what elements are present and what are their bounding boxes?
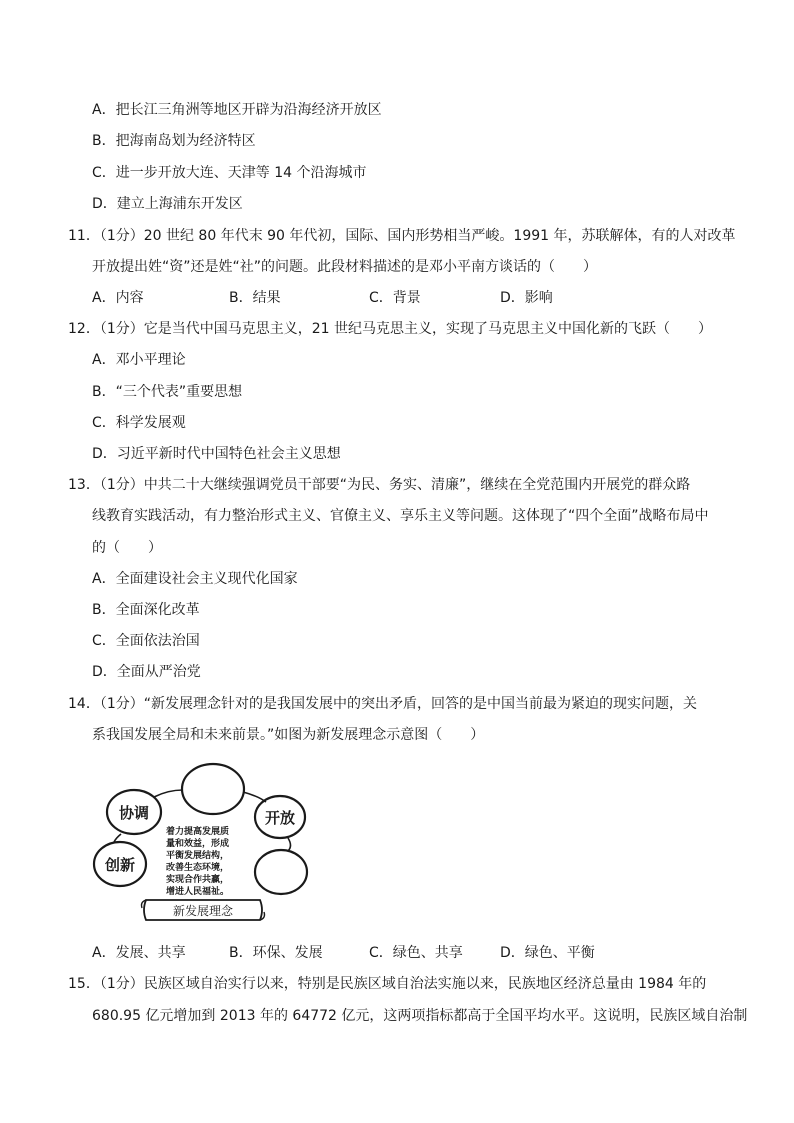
q13-stem-line1: 13．（1分）中共二十大继续强调党员干部要“为民、务实、清廉”，继续在全党范围内开展党的群众路: [68, 477, 691, 493]
q12-option-b: B．“三个代表”重要思想: [92, 384, 243, 400]
circle-top-empty: [182, 764, 244, 814]
q14-option-d: D．绿色、平衡: [500, 945, 595, 961]
q10-option-d: D．建立上海浦东开发区: [92, 196, 243, 212]
center-text-line5: 实现合作共赢，: [166, 875, 230, 885]
q13-option-b: B．全面深化改革: [92, 602, 200, 618]
q13-option-a: A．全面建设社会主义现代化国家: [92, 571, 298, 587]
new-development-concept-diagram: [88, 760, 310, 930]
q12-option-c: C．科学发展观: [92, 415, 186, 431]
center-text-line6: 增进人民福祉。: [166, 887, 230, 897]
q14-stem-line2: 系我国发展全局和未来前景。”如图为新发展理念示意图（ ）: [92, 727, 485, 743]
q12-option-d: D．习近平新时代中国特色社会主义思想: [92, 446, 341, 462]
center-text-line1: 着力提高发展质: [166, 827, 230, 837]
q11-stem-line1: 11．（1分）20 世纪 80 年代末 90 年代初，国际、国内形势相当严峻。1991 年，苏联解体，有的人对改革: [68, 228, 736, 244]
q14-stem-line1: 14．（1分）“新发展理念针对的是我国发展中的突出矛盾，回答的是中国当前最为紧迫的现实问题，关: [68, 696, 697, 712]
q11-option-c: C．背景: [369, 290, 421, 306]
q11-stem-line2: 开放提出姓“资”还是姓“社”的问题。此段材料描述的是邓小平南方谈话的（ ）: [92, 259, 598, 275]
q12-option-a: A．邓小平理论: [92, 352, 186, 368]
q10-option-c: C．进一步开放大连、天津等 14 个沿海城市: [92, 165, 367, 181]
q15-stem-line1: 15．（1分）民族区域自治实行以来，特别是民族区域自治法实施以来，民族地区经济总量由 1984 年的: [68, 976, 707, 992]
q13-stem-line2: 线教育实践活动，有力整治形式主义、官僚主义、享乐主义等问题。这体现了“四个全面”战略布局中: [92, 508, 709, 524]
q11-option-d: D．影响: [500, 290, 553, 306]
q11-option-b: B．结果: [229, 290, 281, 306]
q12-stem-line1: 12．（1分）它是当代中国马克思主义，21 世纪马克思主义，实现了马克思主义中国化新的飞跃（ ）: [68, 321, 712, 337]
q14-option-c: C．绿色、共享: [369, 945, 463, 961]
q15-stem-line2: 680.95 亿元增加到 2013 年的 64772 亿元，这两项指标都高于全国平均水平。这说明，民族区域自治制: [92, 1008, 748, 1024]
banner-label: 新发展理念: [172, 904, 234, 918]
q11-option-a: A．内容: [92, 290, 144, 306]
q13-stem-line3: 的（ ）: [92, 540, 162, 556]
q13-option-d: D．全面从严治党: [92, 664, 201, 680]
q14-option-a: A．发展、共享: [92, 945, 186, 961]
q10-option-b: B．把海南岛划为经济特区: [92, 133, 256, 149]
q14-option-b: B．环保、发展: [229, 945, 323, 961]
q13-option-c: C．全面依法治国: [92, 633, 200, 649]
circle-innovation-label: 创新: [104, 856, 136, 874]
center-text-line2: 量和效益，形成: [166, 839, 230, 849]
circle-coordination-label: 协调: [118, 804, 150, 822]
center-text-line3: 平衡发展结构，: [166, 851, 230, 861]
center-text-line4: 改善生态环境，: [166, 863, 230, 873]
q10-option-a: A．把长江三角洲等地区开辟为沿海经济开放区: [92, 102, 382, 118]
circle-bottom-right-empty: [255, 850, 307, 894]
circle-opening-label: 开放: [264, 809, 296, 827]
